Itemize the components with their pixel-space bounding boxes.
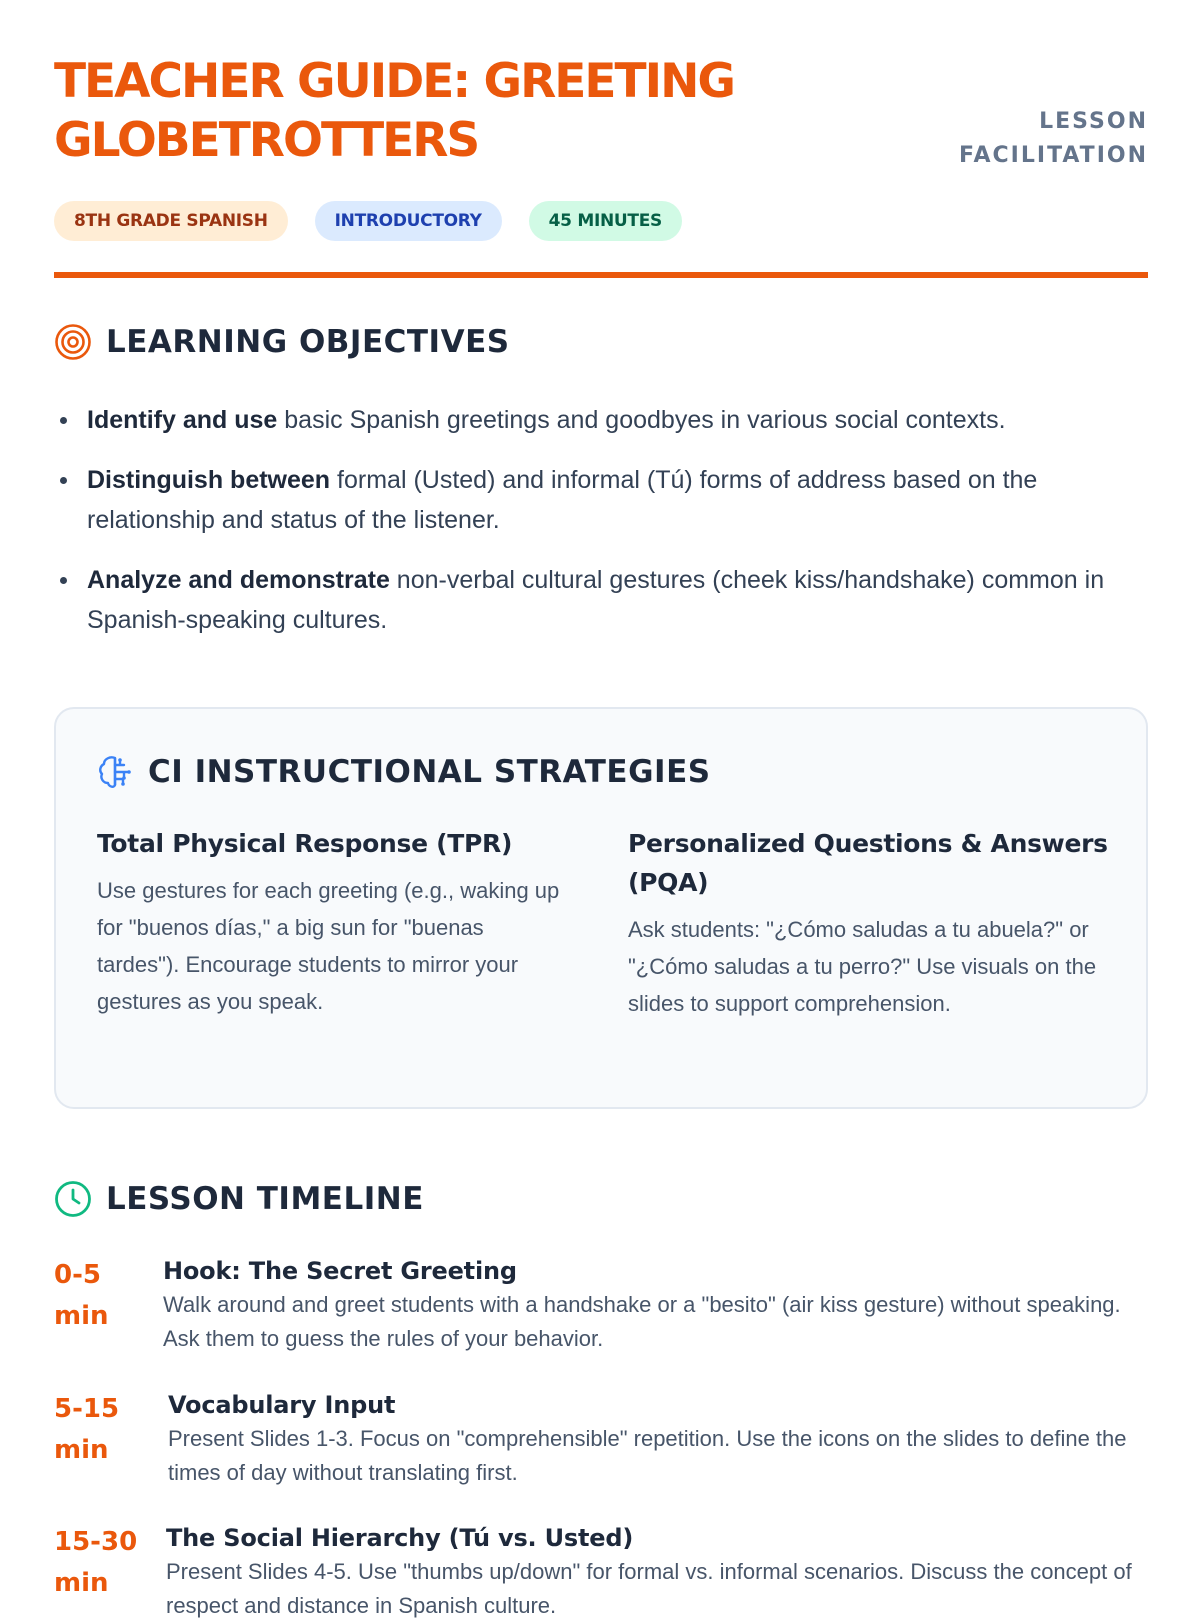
header-side-label: LESSON FACILITATION <box>959 109 1148 168</box>
list-item <box>54 400 1148 440</box>
activity-body: Walk around and greet students with a handshake or a "besito" (air kiss gesture) without speaking. Ask them to guess the rules of your behavior. <box>163 1292 1121 1351</box>
objective-text: formal (Usted) and informal (Tú) forms of address based on the relationship and status of the listener. <box>87 466 1038 534</box>
timeline-time: 0-5 min <box>54 1260 109 1331</box>
timeline-activity <box>168 1389 1153 1490</box>
objectives-list <box>54 400 1148 660</box>
strategy-pqa <box>628 824 1108 1022</box>
strategy-title: Personalized Questions & Answers (PQA) <box>628 829 1108 897</box>
timeline-heading <box>54 1180 424 1218</box>
objective-verb: Identify and use <box>87 406 278 434</box>
objective-verb: Distinguish between <box>87 466 331 494</box>
badge-row <box>54 201 682 241</box>
objectives-heading <box>54 323 510 361</box>
list-item <box>54 560 1148 640</box>
activity-title: Hook: The Secret Greeting <box>163 1257 517 1285</box>
timeline-activity <box>163 1255 1153 1356</box>
grade-badge: 8TH GRADE SPANISH <box>54 201 288 241</box>
target-icon <box>54 323 92 361</box>
objective-text: basic Spanish greetings and goodbyes in various social contexts. <box>277 406 1006 434</box>
activity-body: Present Slides 4-5. Use "thumbs up/down" for formal vs. informal scenarios. Discuss the concept of respect and distance in Spanish culture. <box>166 1559 1132 1618</box>
page-header <box>54 0 1148 278</box>
timeline-activity <box>166 1522 1153 1623</box>
timeline-time: 5-15 min <box>54 1394 120 1465</box>
list-item <box>54 460 1148 540</box>
clock-icon <box>54 1180 92 1218</box>
strategy-tpr <box>97 824 567 1020</box>
activity-title: The Social Hierarchy (Tú vs. Usted) <box>166 1524 634 1552</box>
strategies-heading <box>96 753 711 791</box>
activity-title: Vocabulary Input <box>168 1391 396 1419</box>
strategy-body: Use gestures for each greeting (e.g., waking up for "buenos días," a big sun for "buenas tardes"). Encourage students to mirror your gestures as you speak. <box>97 878 560 1014</box>
strategy-body: Ask students: "¿Cómo saludas a tu abuela?" or "¿Cómo saludas a tu perro?" Use visuals on the slides to support comprehension. <box>628 917 1097 1016</box>
level-badge: INTRODUCTORY <box>315 201 502 241</box>
teacher-guide-page <box>54 0 1148 1618</box>
brain-icon <box>96 753 134 791</box>
strategy-title: Total Physical Response (TPR) <box>97 829 513 858</box>
objective-text: non-verbal cultural gestures (cheek kiss/handshake) common in Spanish-speaking cultures. <box>87 566 1105 634</box>
activity-body: Present Slides 1-3. Focus on "comprehensible" repetition. Use the icons on the slides to define the times of day without translating first. <box>168 1426 1127 1485</box>
timeline-title: LESSON TIMELINE <box>106 1181 424 1217</box>
strategies-card <box>54 707 1148 1109</box>
strategies-title: CI INSTRUCTIONAL STRATEGIES <box>148 754 711 790</box>
duration-badge: 45 MINUTES <box>529 201 682 241</box>
timeline-time: 15-30 min <box>54 1527 138 1598</box>
page-title: TEACHER GUIDE: GREETING GLOBETROTTERS <box>54 54 734 168</box>
objectives-title: LEARNING OBJECTIVES <box>106 324 510 360</box>
objective-verb: Analyze and demonstrate <box>87 566 390 594</box>
